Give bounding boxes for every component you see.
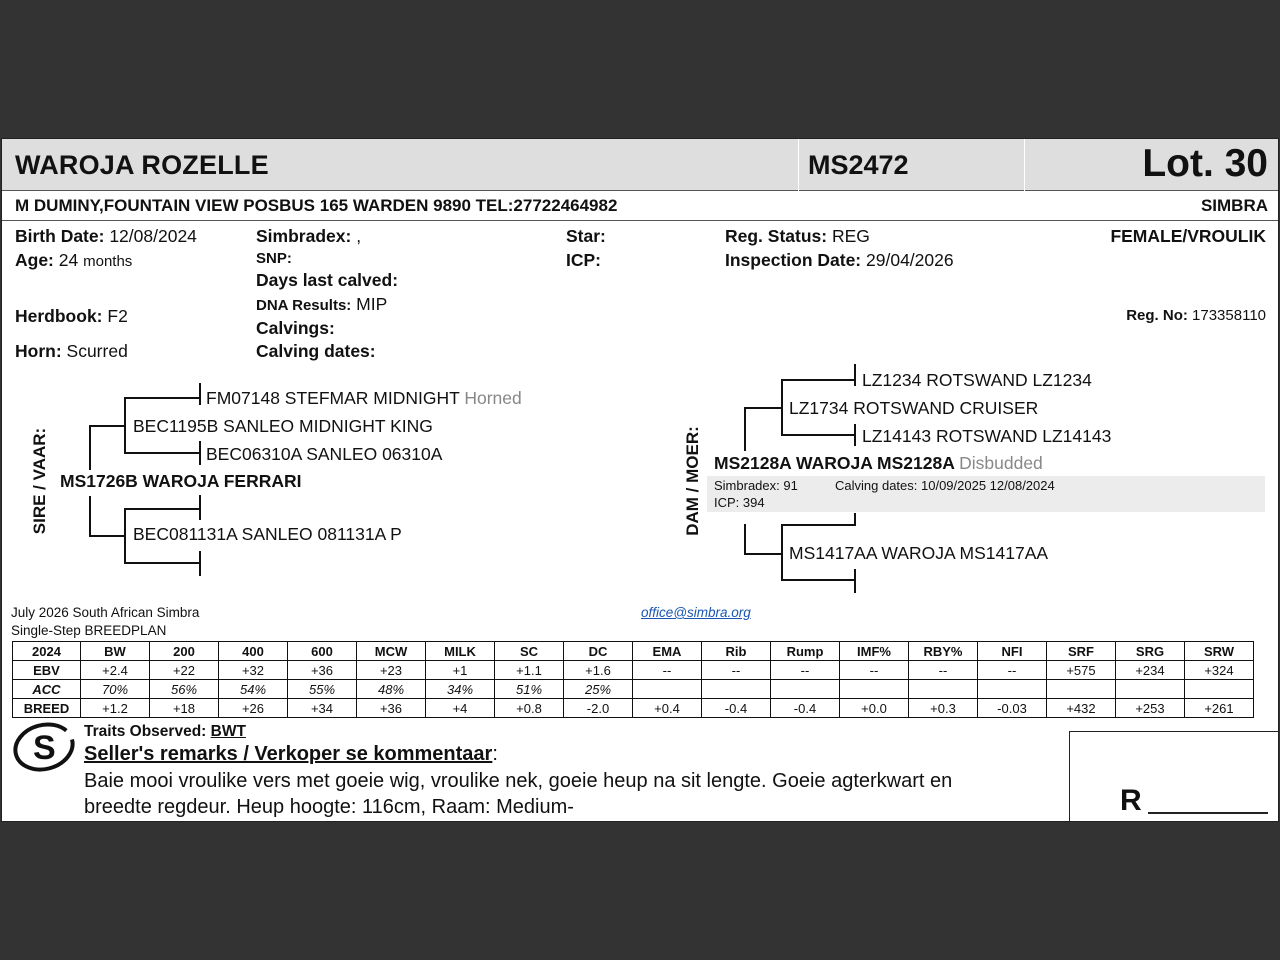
herdbook: Herdbook: F2 [15,306,128,326]
table-cell: -- [909,661,978,680]
star: Star: [566,226,606,246]
table-cell: 34% [426,680,495,699]
price-prefix: R [1120,784,1142,817]
table-cell: -- [840,661,909,680]
breedplan-table [12,641,1254,718]
sire-label: SIRE / VAAR: [30,427,49,535]
table-cell: EMA [633,642,702,661]
table-cell: +1.1 [495,661,564,680]
table-cell: +253 [1116,699,1185,718]
breedplan-title-1: July 2026 South African Simbra [11,605,200,620]
table-cell: 51% [495,680,564,699]
table-cell: +36 [357,699,426,718]
breeder-address: M DUMINY,FOUNTAIN VIEW POSBUS 165 WARDEN 9890 TEL:27722464982 [15,196,618,215]
dam-sire-sire: LZ1234 ROTSWAND LZ1234 [862,370,1092,390]
table-cell: +0.3 [909,699,978,718]
table-cell: NFI [978,642,1047,661]
icp: ICP: [566,250,601,270]
table-cell [771,680,840,699]
table-cell: -0.03 [978,699,1047,718]
dam-dam: MS1417AA WAROJA MS1417AA [789,543,1049,563]
table-cell: +0.8 [495,699,564,718]
table-cell [909,680,978,699]
table-cell: -- [771,661,840,680]
table-cell [1047,680,1116,699]
table-cell: -2.0 [564,699,633,718]
dam-info-box [707,476,1265,512]
table-cell: +36 [288,661,357,680]
dam-simbradex: Simbradex: 91 [714,478,798,493]
table-cell: +1 [426,661,495,680]
sire-sire-dam: BEC06310A SANLEO 06310A [206,444,443,464]
table-cell: DC [564,642,633,661]
table-cell: MILK [426,642,495,661]
table-cell: +2.4 [81,661,150,680]
sire-name: MS1726B WAROJA FERRARI [60,471,302,491]
simbradex: Simbradex: , [256,226,362,246]
animal-name: WAROJA ROZELLE [15,150,269,180]
table-cell: +32 [219,661,288,680]
table-cell: EBV [13,661,81,680]
table-cell: +324 [1185,661,1254,680]
table-cell: -- [702,661,771,680]
table-cell: SRG [1116,642,1185,661]
snp-label: SNP: [256,250,292,267]
table-cell: +4 [426,699,495,718]
table-cell: +575 [1047,661,1116,680]
price-line[interactable] [1148,812,1268,814]
table-cell: +26 [219,699,288,718]
table-cell: +1.6 [564,661,633,680]
birth-date: Birth Date: 12/08/2024 [15,226,197,246]
table-cell: Rump [771,642,840,661]
table-cell: -0.4 [771,699,840,718]
table-cell: 400 [219,642,288,661]
header-bar [2,139,1279,191]
lot-card [1,138,1279,822]
remarks-heading: Seller's remarks / Verkoper se kommentaar: [84,743,498,765]
reg-status: Reg. Status: REG [725,226,870,246]
price-box[interactable] [1069,731,1279,822]
animal-id: MS2472 [808,150,909,180]
dam-name: MS2128A WAROJA MS2128A Disbudded [714,453,1043,473]
table-cell: +1.2 [81,699,150,718]
inspection-date: Inspection Date: 29/04/2026 [725,250,954,270]
dam-label: DAM / MOER: [683,426,702,536]
simbra-s-logo [13,719,77,775]
table-cell: 48% [357,680,426,699]
table-cell: -- [633,661,702,680]
table-cell: 200 [150,642,219,661]
table-cell: +432 [1047,699,1116,718]
dam-sire-dam: LZ14143 ROTSWAND LZ14143 [862,426,1112,446]
table-cell: 55% [288,680,357,699]
dam-calving-dates: Calving dates: 10/09/2025 12/08/2024 [835,478,1055,493]
breed-label: SIMBRA [1200,196,1268,215]
table-cell: BREED [13,699,81,718]
horn: Horn: Scurred [15,341,128,361]
table-cell: 54% [219,680,288,699]
table-row [13,661,1254,680]
table-cell [840,680,909,699]
reg-no: Reg. No: 173358110 [1126,307,1266,324]
table-cell: +22 [150,661,219,680]
table-cell: SRF [1047,642,1116,661]
table-cell [702,680,771,699]
days-last-calved: Days last calved: [256,270,399,290]
remarks-line-1: Baie mooi vroulike vers met goeie wig, vroulike nek, goeie heup na sit lengte. Goeie agterkwart en [84,770,953,792]
breedplan-title-2: Single-Step BREEDPLAN [11,623,167,638]
table-cell: SC [495,642,564,661]
calving-dates: Calving dates: [256,341,376,361]
table-header-row [13,642,1254,661]
table-cell [1185,680,1254,699]
lot-number: Lot. 30 [1142,142,1268,185]
table-cell: 70% [81,680,150,699]
table-cell: 56% [150,680,219,699]
table-row [13,680,1254,699]
table-cell: -- [978,661,1047,680]
email-link[interactable]: office@simbra.org [641,605,751,620]
address-row [2,191,1279,221]
table-cell [978,680,1047,699]
table-cell: SRW [1185,642,1254,661]
table-cell: +23 [357,661,426,680]
traits-observed: Traits Observed: BWT [84,723,246,740]
table-cell: 25% [564,680,633,699]
table-cell: +0.0 [840,699,909,718]
sire-sire: BEC1195B SANLEO MIDNIGHT KING [133,416,433,436]
table-cell [1116,680,1185,699]
table-cell [633,680,702,699]
sire-sire-sire: FM07148 STEFMAR MIDNIGHT Horned [206,388,522,408]
table-cell: +234 [1116,661,1185,680]
table-cell: +34 [288,699,357,718]
table-cell: Rib [702,642,771,661]
table-row [13,699,1254,718]
table-cell: IMF% [840,642,909,661]
table-cell: +18 [150,699,219,718]
table-cell: +0.4 [633,699,702,718]
remarks-line-2: breedte regdeur. Heup hoogte: 116cm, Raam: Medium- [84,796,574,818]
table-cell: 600 [288,642,357,661]
table-cell: MCW [357,642,426,661]
table-cell: ACC [13,680,81,699]
table-cell: -0.4 [702,699,771,718]
dam-icp: ICP: 394 [714,495,765,510]
dam-sire: LZ1734 ROTSWAND CRUISER [789,398,1039,418]
sire-dam: BEC081131A SANLEO 081131A P [133,524,402,544]
calvings: Calvings: [256,318,335,338]
dna-results: DNA Results: MIP [256,294,388,314]
table-cell: BW [81,642,150,661]
table-cell: +261 [1185,699,1254,718]
svg-text:S: S [33,729,56,767]
age: Age: 24 months [15,250,133,270]
sex: FEMALE/VROULIK [1110,226,1266,246]
table-cell: 2024 [13,642,81,661]
table-cell: RBY% [909,642,978,661]
